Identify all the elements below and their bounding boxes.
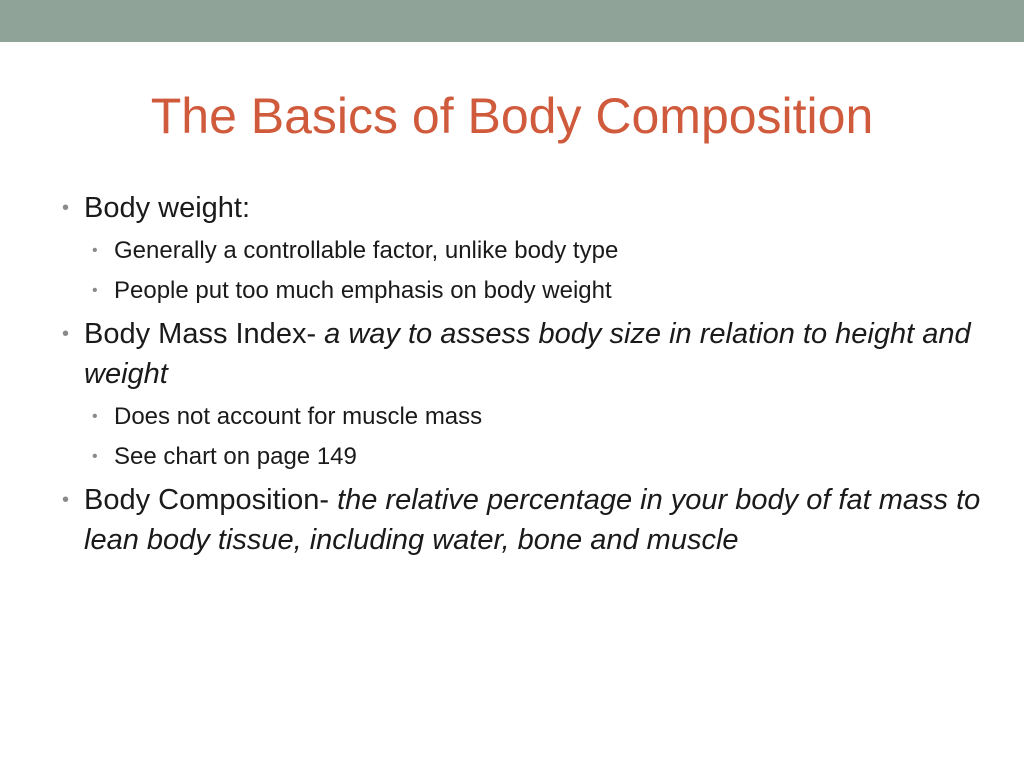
bullet-dot-icon: • (92, 448, 98, 465)
bullet-dot-icon: • (92, 242, 98, 259)
sub-bullet (62, 234, 982, 268)
top-bar (0, 0, 1024, 42)
bullet-dot-icon: • (62, 197, 70, 219)
sub-bullet-text: Generally a controllable factor, unlike body type (114, 237, 619, 264)
slide-title: The Basics of Body Composition (150, 88, 874, 144)
sub-bullet (62, 400, 982, 434)
sub-bullet (62, 440, 982, 474)
bullet-body-mass-index (62, 314, 982, 394)
sub-bullet (62, 274, 982, 308)
bullet-dot-icon: • (92, 408, 98, 425)
sub-bullet-text: Does not account for muscle mass (114, 403, 483, 430)
bullet-text: Body weight: (84, 192, 251, 224)
bullet-dot-icon: • (62, 489, 70, 511)
bullet-text: Body Composition- (84, 484, 338, 516)
slide-content (62, 188, 982, 566)
sub-bullet-text: See chart on page 149 (114, 443, 357, 470)
sub-bullet-text: People put too much emphasis on body weight (114, 277, 612, 304)
bullet-dot-icon: • (62, 323, 70, 345)
bullet-definition: a way to assess body size in relation to height and weight (84, 318, 971, 390)
bullet-body-composition (62, 480, 982, 560)
bullet-dot-icon: • (92, 282, 98, 299)
bullet-definition: the relative percentage in your body of fat mass to lean body tissue, including water, bone and muscle (84, 484, 981, 556)
bullet-text: Body Mass Index- (84, 318, 325, 350)
bullet-body-weight (62, 188, 982, 228)
